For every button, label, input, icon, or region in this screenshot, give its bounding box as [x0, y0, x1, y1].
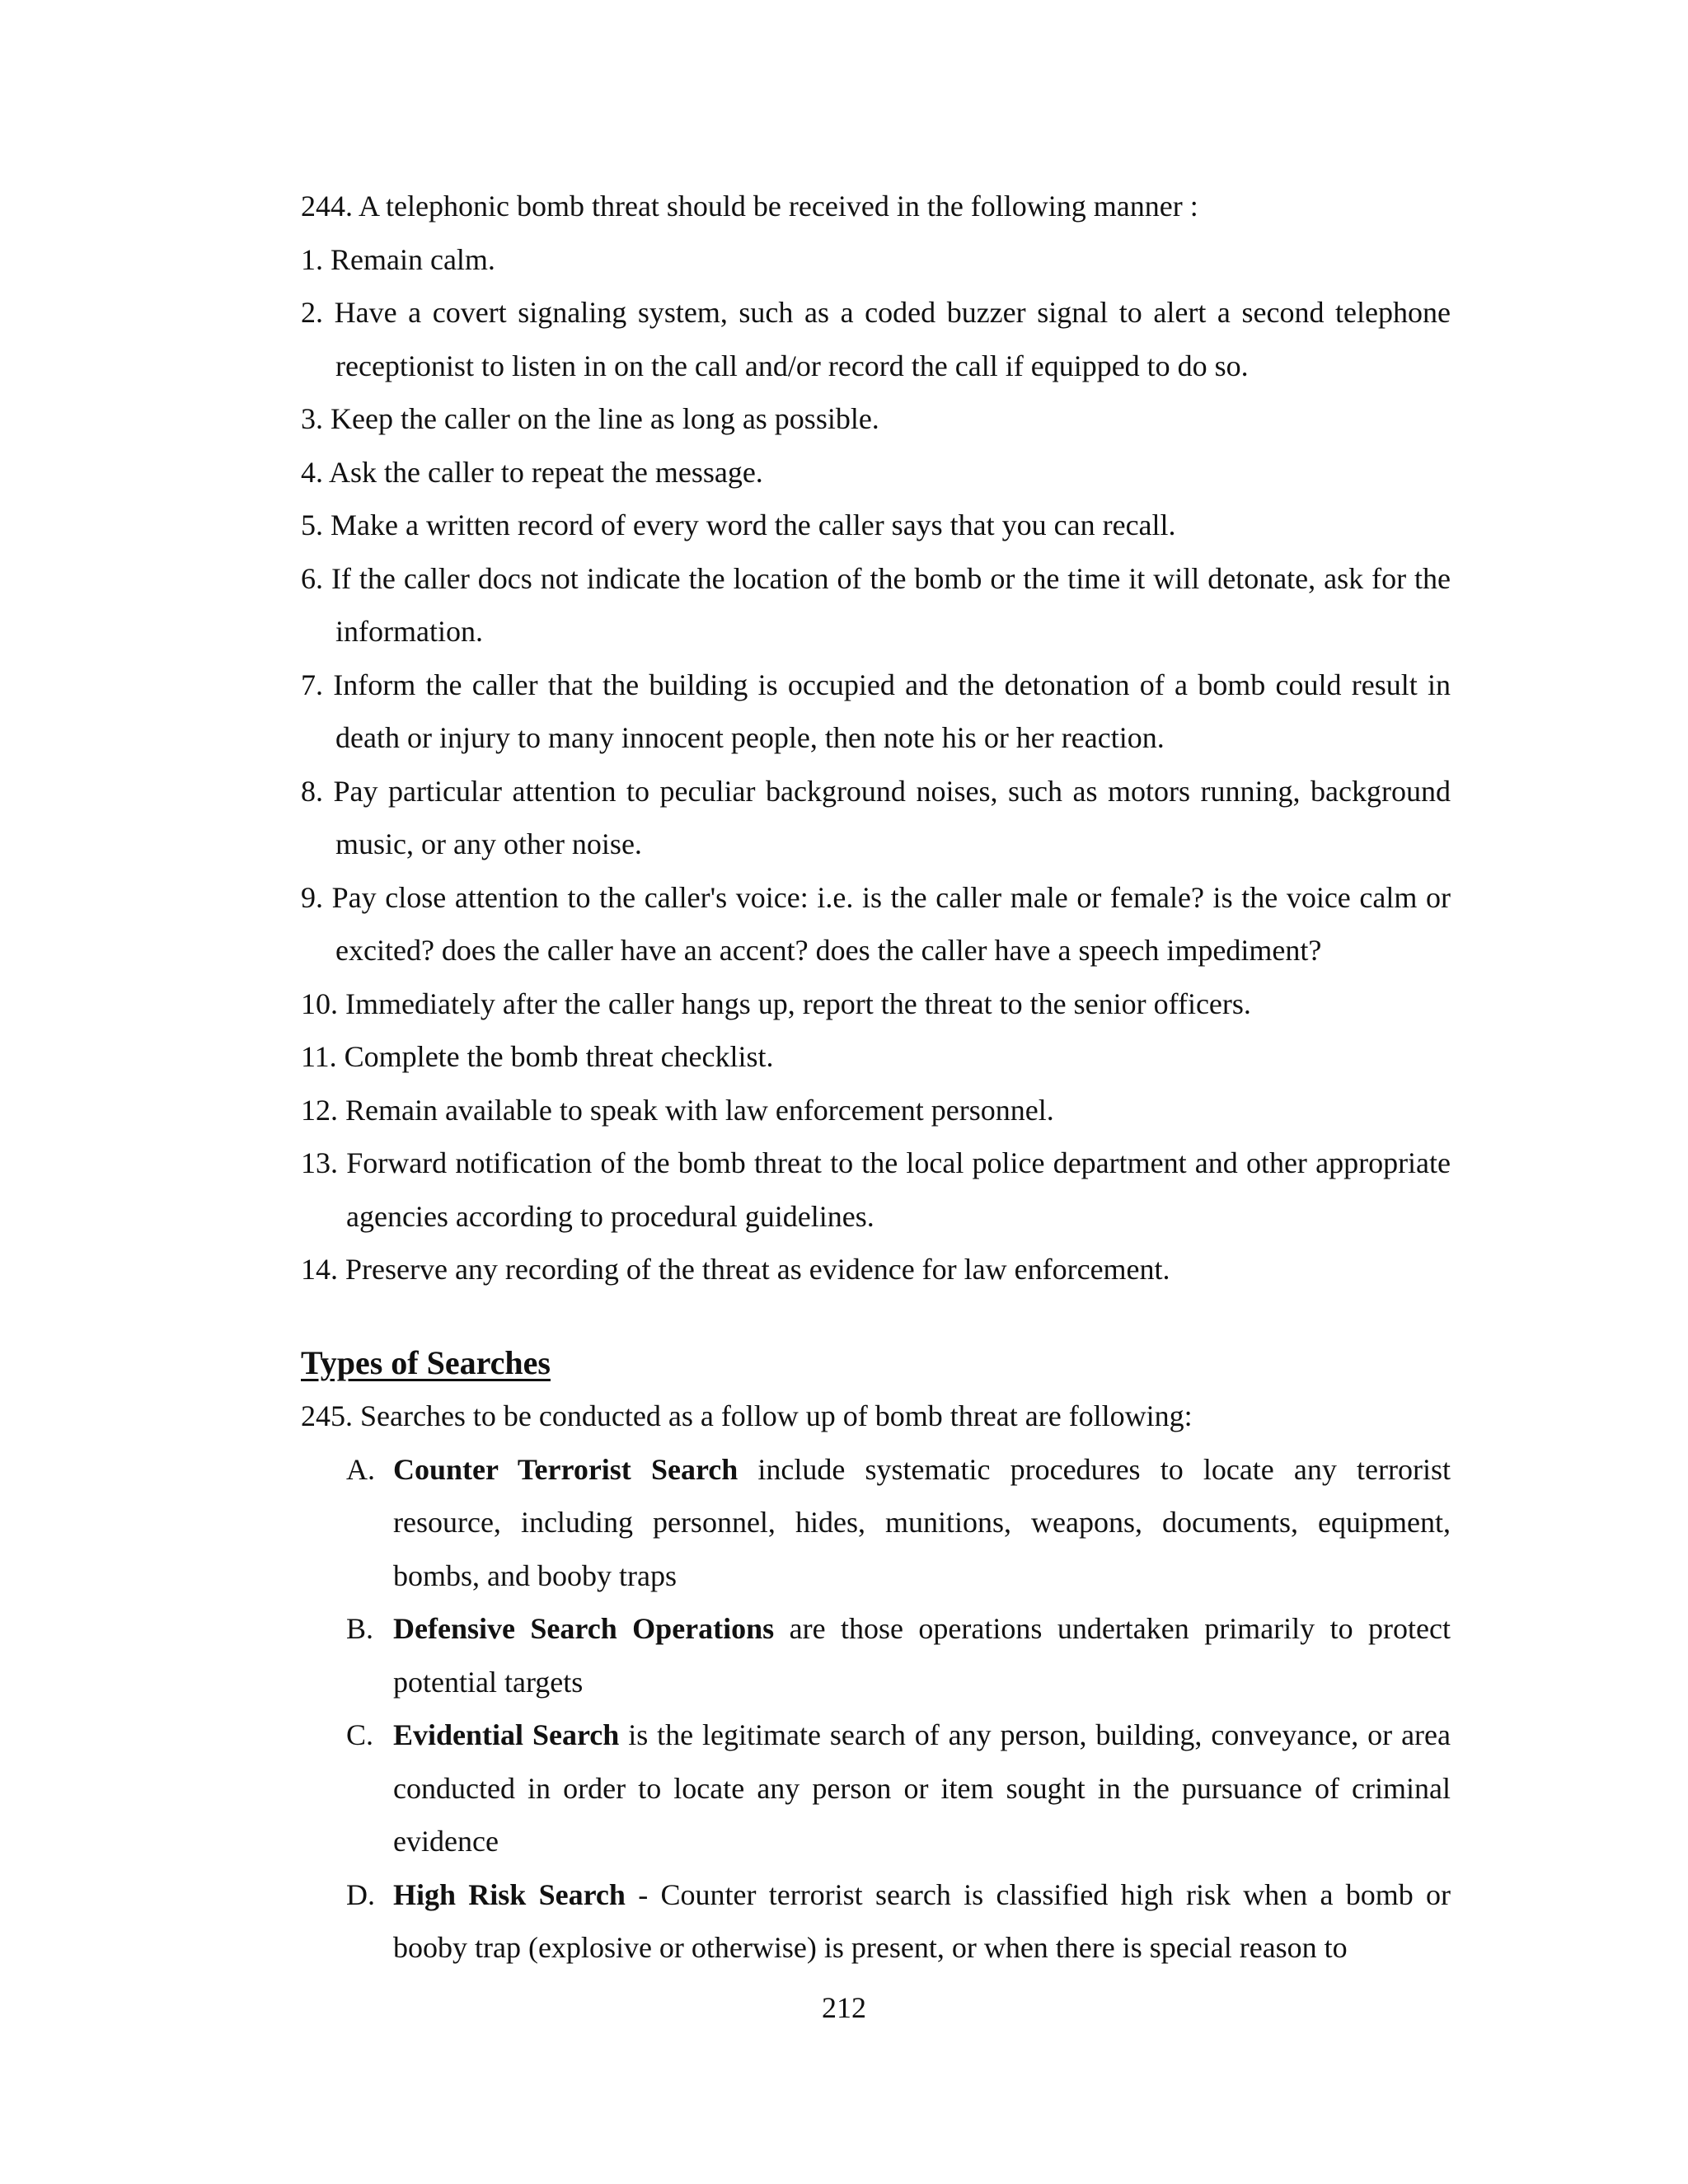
item-text: Remain calm. — [331, 242, 495, 276]
search-term: High Risk Search — [393, 1877, 626, 1911]
list-item — [301, 1084, 1451, 1137]
list-item — [301, 1708, 1451, 1868]
item-text: Pay particular attention to peculiar background noises, such as motors running, background music, or any other noise. — [333, 774, 1451, 860]
item-text: Make a written record of every word the caller says that you can recall. — [331, 509, 1176, 541]
list-item — [301, 392, 1451, 446]
item-number: 5. — [301, 509, 323, 541]
item-number: 4. — [301, 455, 323, 489]
list-item — [301, 552, 1451, 658]
item-text: are those operations undertaken primarily to protect potential targets — [393, 1612, 1451, 1699]
item-number: 9. — [301, 880, 323, 914]
page-content — [301, 180, 1451, 1975]
search-term: Defensive Search Operations — [393, 1612, 775, 1645]
item-number: 6. — [301, 561, 323, 595]
list-item — [301, 871, 1451, 977]
list-item — [301, 1137, 1451, 1243]
list-item — [301, 286, 1451, 392]
item-number: 1. — [301, 242, 323, 276]
item-number: 2. — [301, 296, 323, 329]
item-text: is the legitimate search of any person, building, conveyance, or area conducted in order to locate any person or item sought in the pursuance of criminal evidence — [393, 1718, 1451, 1858]
item-number: 11. — [301, 1040, 337, 1073]
list-item — [301, 765, 1451, 871]
item-text: Pay close attention to the caller's voice: i.e. is the caller male or female? is the voice calm or excited? does the caller have an accent? does the caller have a speech impediment? — [331, 880, 1451, 967]
page-number: 212 — [822, 1991, 866, 2024]
bomb-threat-procedure-list — [301, 233, 1451, 1296]
search-term: Counter Terrorist Search — [393, 1452, 738, 1486]
list-item — [301, 446, 1451, 499]
item-text: If the caller docs not indicate the location of the bomb or the time it will detonate, ask for the information. — [331, 561, 1451, 648]
item-text: Immediately after the caller hangs up, report the threat to the senior officers. — [345, 987, 1251, 1020]
list-item — [301, 1030, 1451, 1084]
list-item — [301, 977, 1451, 1031]
section-245-intro: 245. Searches to be conducted as a follow up of bomb threat are following: — [301, 1399, 1193, 1432]
search-types-list — [301, 1443, 1451, 1975]
item-text: Inform the caller that the building is occupied and the detonation of a bomb could result in death or injury to many innocent people, then note his or her reaction. — [333, 668, 1451, 754]
item-text: Keep the caller on the line as long as possible. — [331, 402, 879, 435]
item-text: Complete the bomb threat checklist. — [344, 1040, 774, 1073]
item-text: Ask the caller to repeat the message. — [329, 455, 763, 489]
item-text: Preserve any recording of the threat as evidence for law enforcement. — [345, 1253, 1170, 1286]
list-item — [301, 233, 1451, 287]
item-number: 13. — [301, 1146, 338, 1179]
list-item — [301, 658, 1451, 765]
list-item — [301, 1602, 1451, 1708]
item-letter: C. — [346, 1718, 374, 1751]
item-number: 3. — [301, 402, 323, 435]
item-number: 12. — [301, 1093, 338, 1127]
item-letter: A. — [346, 1452, 375, 1486]
item-number: 7. — [301, 668, 323, 701]
item-text: Have a covert signaling system, such as a coded buzzer signal to alert a second telephone receptionist to listen in on the call and/or record the call if equipped to do so. — [334, 296, 1451, 382]
section-244-intro: 244. A telephonic bomb threat should be received in the following manner : — [301, 190, 1198, 223]
list-item — [301, 499, 1451, 552]
list-item — [301, 1868, 1451, 1975]
item-text: - Counter terrorist search is classified high risk when a bomb or booby trap (explosive or otherwise) is present, or when there is special reason to — [393, 1877, 1451, 1964]
item-number: 8. — [301, 774, 323, 808]
item-letter: D. — [346, 1877, 375, 1911]
item-number: 14. — [301, 1253, 338, 1286]
list-item — [301, 1243, 1451, 1296]
list-item — [301, 1443, 1451, 1603]
section-heading: Types of Searches — [301, 1343, 551, 1381]
item-text: include systematic procedures to locate any terrorist resource, including personnel, hides, munitions, weapons, documents, equipment, bombs, and booby traps — [393, 1452, 1451, 1592]
item-text: Forward notification of the bomb threat to the local police department and other appropriate agencies according to procedural guidelines. — [346, 1146, 1451, 1233]
item-number: 10. — [301, 987, 338, 1020]
item-letter: B. — [346, 1612, 374, 1645]
search-term: Evidential Search — [393, 1718, 620, 1751]
item-text: Remain available to speak with law enforcement personnel. — [345, 1093, 1054, 1127]
